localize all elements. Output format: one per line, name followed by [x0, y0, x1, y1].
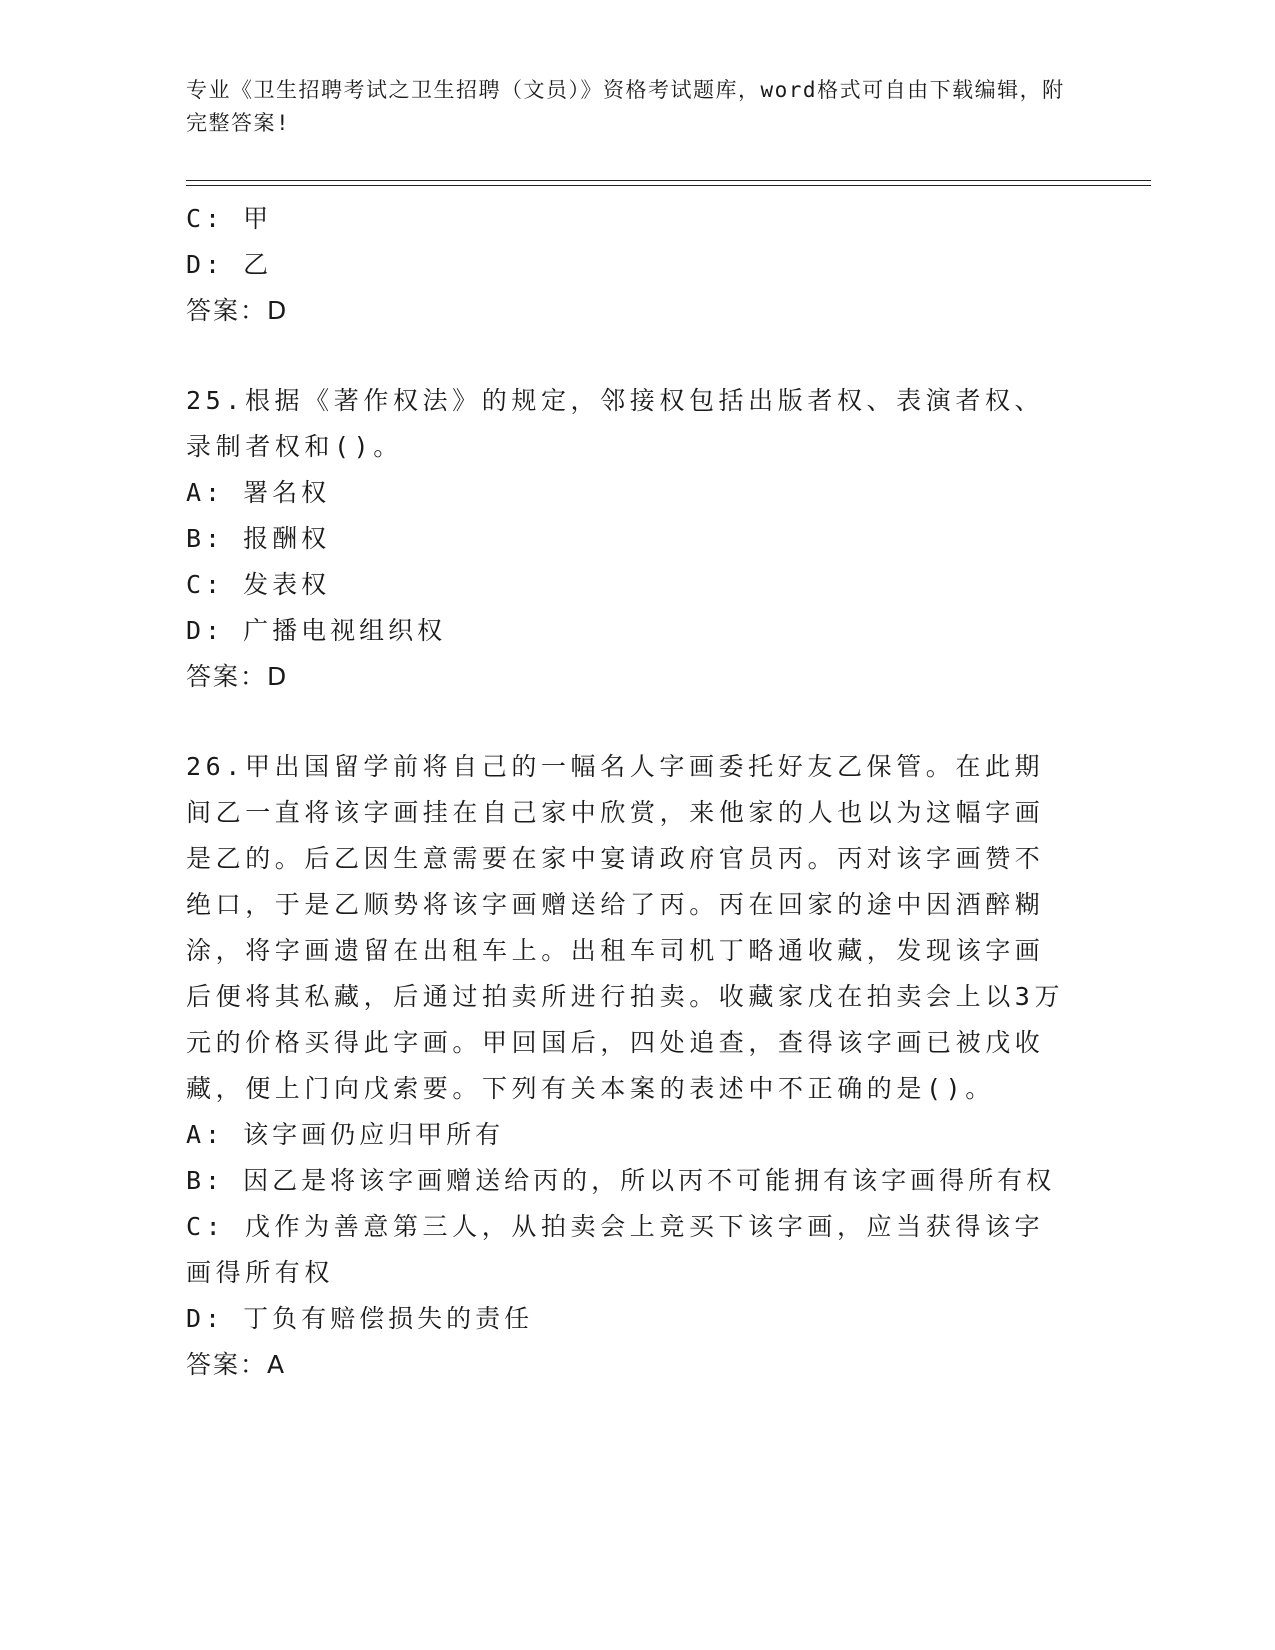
answer-label: 答案：D — [186, 296, 289, 325]
question-25 — [186, 378, 1096, 700]
option-b: B: 报酬权 — [186, 524, 331, 553]
question-spacer — [186, 334, 1096, 378]
prev-question — [186, 196, 1096, 334]
document-header: 专业《卫生招聘考试之卫生招聘（文员）》资格考试题库，word格式可自由下载编辑，附完整答案! — [186, 78, 1065, 135]
question-26 — [186, 744, 1096, 1388]
question-stem: 26.甲出国留学前将自己的一幅名人字画委托好友乙保管。在此期间乙一直将该字画挂在自己家中欣赏，来他家的人也以为这幅字画是乙的。后乙因生意需要在家中宴请政府官员丙。丙对该字画赞不绝口，于是乙顺势将该字画赠送给了丙。丙在回家的途中因酒醉糊涂，将字画遗留在出租车上。出租车司机丁略通收藏，发现该字画后便将其私藏，后通过拍卖所进行拍卖。收藏家戊在拍卖会上以3万元的价格买得此字画。甲回国后，四处追查，查得该字画已被戊收藏，便上门向戊索要。下列有关本案的表述中不正确的是()。 — [186, 752, 1065, 1103]
option-d: D: 广播电视组织权 — [186, 616, 447, 645]
option-a: A: 该字画仍应归甲所有 — [186, 1120, 505, 1149]
question-spacer — [186, 700, 1096, 744]
header-divider — [186, 180, 1151, 186]
option-d: D: 乙 — [186, 250, 273, 279]
document-page — [186, 74, 1096, 1388]
answer-label: 答案：A — [186, 1350, 287, 1379]
question-stem: 25.根据《著作权法》的规定，邻接权包括出版者权、表演者权、录制者权和()。 — [186, 386, 1045, 461]
option-d: D: 丁负有赔偿损失的责任 — [186, 1304, 534, 1333]
option-a: A: 署名权 — [186, 478, 331, 507]
option-b: B: 因乙是将该字画赠送给丙的，所以丙不可能拥有该字画得所有权 — [186, 1166, 1056, 1195]
option-c: C: 发表权 — [186, 570, 331, 599]
option-c: C: 戊作为善意第三人，从拍卖会上竞买下该字画，应当获得该字画得所有权 — [186, 1212, 1045, 1287]
answer-label: 答案：D — [186, 662, 289, 691]
question-list — [186, 196, 1096, 1388]
option-c: C: 甲 — [186, 204, 273, 233]
